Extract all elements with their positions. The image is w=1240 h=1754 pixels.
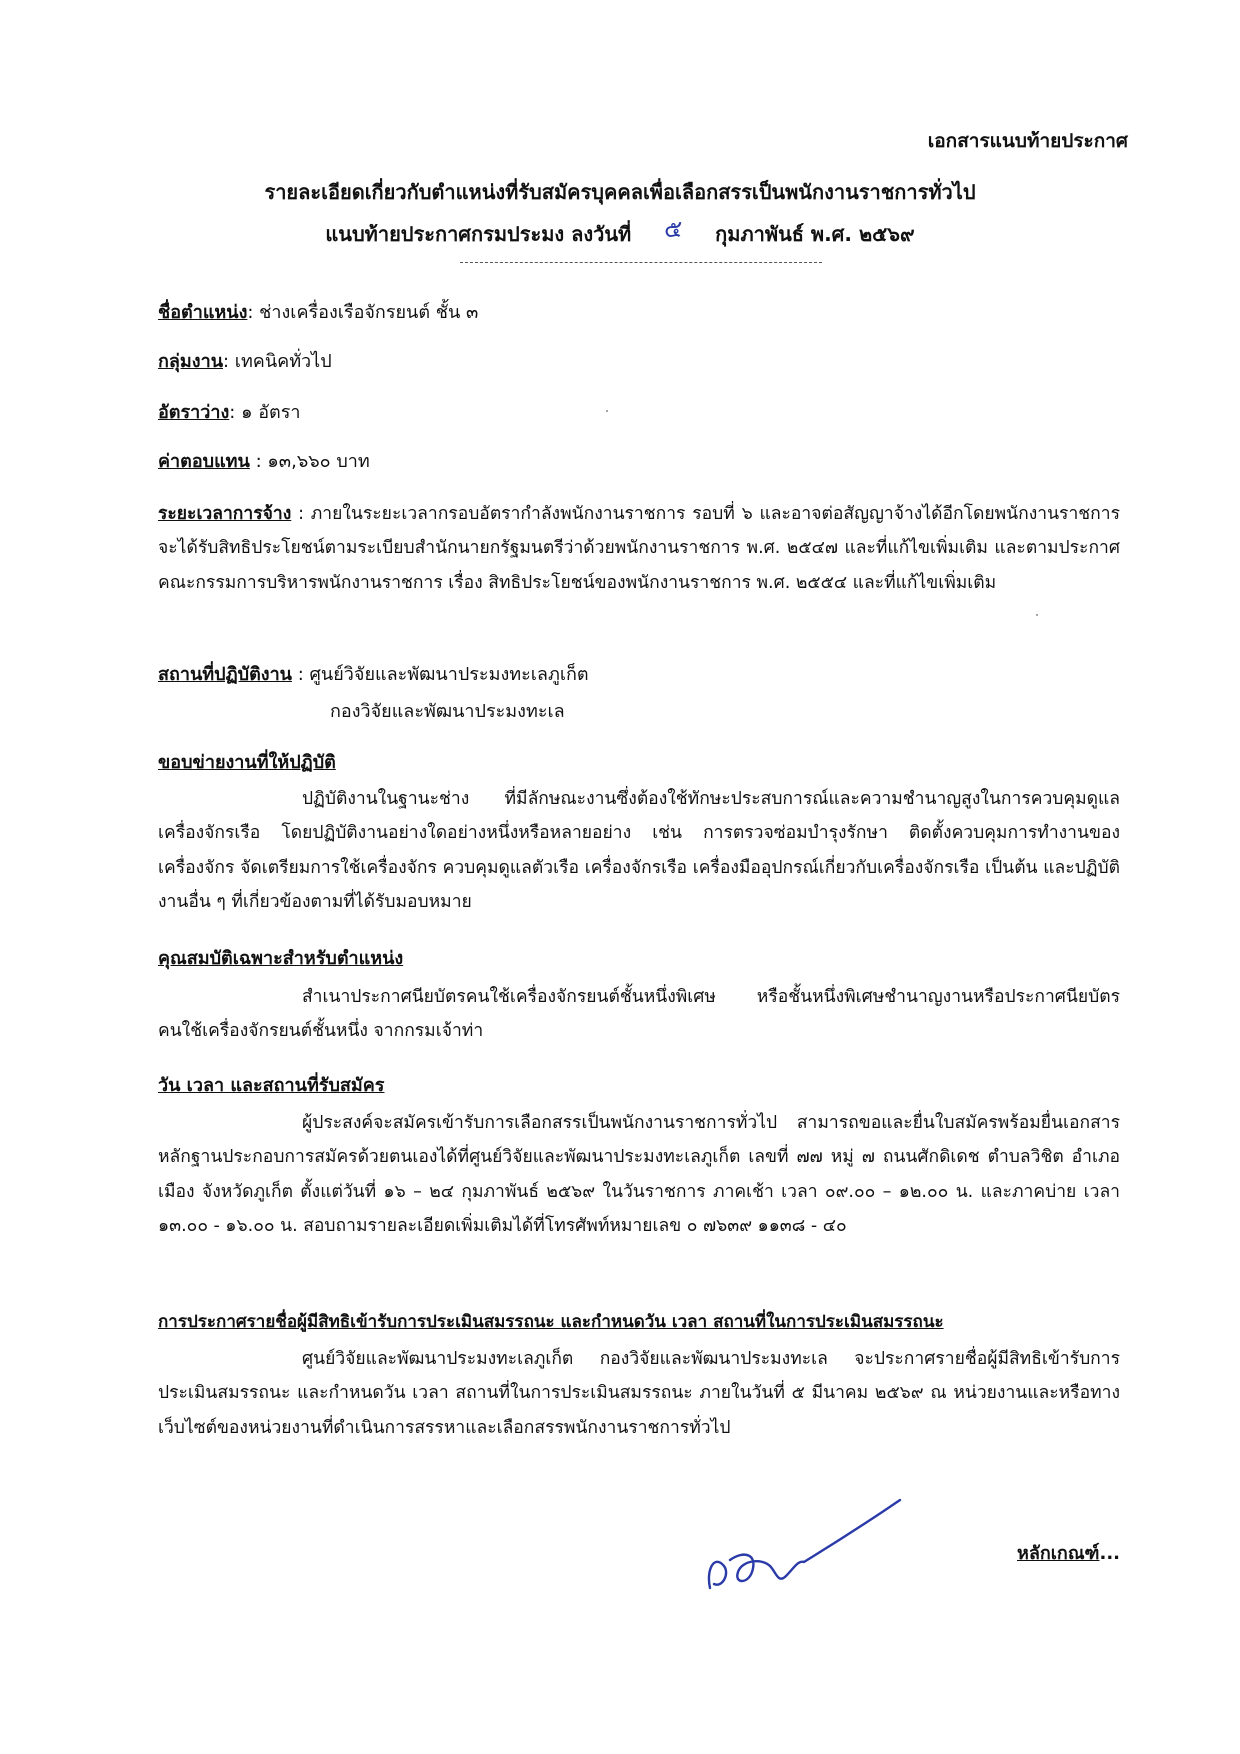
continued-marker	[1017, 1538, 1120, 1567]
salary-label: ค่าตอบแทน	[158, 451, 250, 472]
scan-speck	[606, 410, 608, 412]
subtitle-prefix: แนบท้ายประกาศกรมประมง ลงวันที่	[325, 222, 632, 246]
document-subtitle	[0, 213, 1240, 252]
salary-field	[158, 447, 370, 477]
title-divider	[460, 262, 822, 263]
continued-dots: ...	[1099, 1543, 1120, 1564]
position-value: : ช่างเครื่องเรือจักรยนต์ ชั้น ๓	[247, 302, 479, 323]
workplace-line1: : ศูนย์วิจัยและพัฒนาประมงทะเลภูเก็ต	[292, 664, 589, 685]
position-field	[158, 298, 478, 328]
employment-text: : ภายในระยะเวลากรอบอัตรากำลังพนักงานราชการ รอบที่ ๖ และอาจต่อสัญญาจ้างได้อีกโดยพนักงานราชการจะได้รับสิทธิประโยชน์ตามระเบียบสำนักนายกรัฐมนตรีว่าด้วยพนักงานราชการ พ.ศ. ๒๕๔๗ และที่แก้ไขเพิ่มเติม และตามประกาศคณะกรรมการบริหารพนักงานราชการ เรื่อง สิทธิประโยชน์ของพนักงานราชการ พ.ศ. ๒๕๕๔ และที่แก้ไขเพิ่มเติม	[158, 504, 1120, 593]
continued-word: หลักเกณฑ์	[1016, 1543, 1100, 1564]
workplace-line2: กองวิจัยและพัฒนาประมงทะเล	[330, 701, 565, 722]
scan-speck	[1036, 614, 1038, 616]
attachment-label: เอกสารแนบท้ายประกาศ	[927, 130, 1128, 152]
vacancy-value: : ๑ อัตรา	[229, 402, 301, 423]
handwritten-day: ๕	[664, 215, 683, 243]
scope-text: ปฏิบัติงานในฐานะช่าง ที่มีลักษณะงานซึ่งต้องใช้ทักษะประสบการณ์และความชำนาญสูงในการควบคุมดูแลเครื่องจักรเรือ โดยปฏิบัติงานอย่างใดอย่างหนึ่งหรือหลายอย่าง เช่น การตรวจซ่อมบำรุงรักษา ติดตั้งควบคุมการทำงานของเครื่องจักร จัดเตรียมการใช้เครื่องจักร ควบคุมดูแลตัวเรือ เครื่องจักรเรือ เครื่องมืออุปกรณ์เกี่ยวกับเครื่องจักรเรือ เป็นต้น และปฏิบัติงานอื่น ๆ ที่เกี่ยวข้องตามที่ได้รับมอบหมาย	[158, 789, 1120, 912]
employment-paragraph	[158, 497, 1120, 600]
application-heading: วัน เวลา และสถานที่รับสมัคร	[158, 1075, 385, 1096]
signature-mark	[700, 1480, 920, 1600]
group-value: : เทคนิคทั่วไป	[223, 351, 332, 372]
vacancy-field	[158, 398, 301, 428]
announcement-text: ศูนย์วิจัยและพัฒนาประมงทะเลภูเก็ต กองวิจัยและพัฒนาประมงทะเล จะประกาศรายชื่อผู้มีสิทธิเข้ารับการประเมินสมรรถนะ และกำหนดวัน เวลา สถานที่ในการประเมินสมรรถนะ ภายในวันที่ ๕ มีนาคม ๒๕๖๙ ณ หน่วยงานและหรือทางเว็บไซต์ของหน่วยงานที่ดำเนินการสรรหาและเลือกสรรพนักงานราชการทั่วไป	[158, 1349, 1120, 1438]
qualification-text: สำเนาประกาศนียบัตรคนใช้เครื่องจักรยนต์ชั้นหนึ่งพิเศษ หรือชั้นหนึ่งพิเศษชำนาญงานหรือประกาศนียบัตรคนใช้เครื่องจักรยนต์ชั้นหนึ่ง จากกรมเจ้าท่า	[158, 987, 1120, 1042]
scope-heading: ขอบข่ายงานที่ให้ปฏิบัติ	[158, 752, 336, 773]
application-text: ผู้ประสงค์จะสมัครเข้ารับการเลือกสรรเป็นพนักงานราชการทั่วไป สามารถขอและยื่นใบสมัครพร้อมยื่นเอกสารหลักฐานประกอบการสมัครด้วยตนเองได้ที่ศูนย์วิจัยและพัฒนาประมงทะเลภูเก็ต เลขที่ ๗๗ หมู่ ๗ ถนนศักดิเดช ตำบลวิชิต อำเภอเมือง จังหวัดภูเก็ต ตั้งแต่วันที่ ๑๖ – ๒๔ กุมภาพันธ์ ๒๕๖๙ ในวันราชการ ภาคเช้า เวลา ๐๙.๐๐ – ๑๒.๐๐ น. และภาคบ่าย เวลา ๑๓.๐๐ - ๑๖.๐๐ น. สอบถามรายละเอียดเพิ่มเติมได้ที่โทรศัพท์หมายเลข ๐ ๗๖๓๙ ๑๑๓๘ - ๔๐	[158, 1113, 1120, 1236]
position-label: ชื่อตำแหน่ง	[158, 302, 248, 323]
subtitle-suffix: กุมภาพันธ์ พ.ศ. ๒๕๖๙	[715, 222, 915, 246]
announcement-heading: การประกาศรายชื่อผู้มีสิทธิเข้ารับการประเมินสมรรถนะ และกำหนดวัน เวลา สถานที่ในการประเมินสมรรถนะ	[158, 1312, 944, 1332]
qualification-heading: คุณสมบัติเฉพาะสำหรับตำแหน่ง	[158, 948, 404, 969]
workplace-field	[158, 660, 589, 690]
document-title: รายละเอียดเกี่ยวกับตำแหน่งที่รับสมัครบุคคลเพื่อเลือกสรรเป็นพนักงานราชการทั่วไป	[264, 180, 976, 204]
group-label: กลุ่มงาน	[158, 351, 223, 372]
employment-label: ระยะเวลาการจ้าง	[158, 504, 292, 524]
vacancy-label: อัตราว่าง	[158, 402, 230, 423]
workplace-label: สถานที่ปฏิบัติงาน	[158, 664, 292, 685]
group-field	[158, 347, 332, 377]
salary-value: : ๑๓,๖๖๐ บาท	[249, 451, 370, 472]
